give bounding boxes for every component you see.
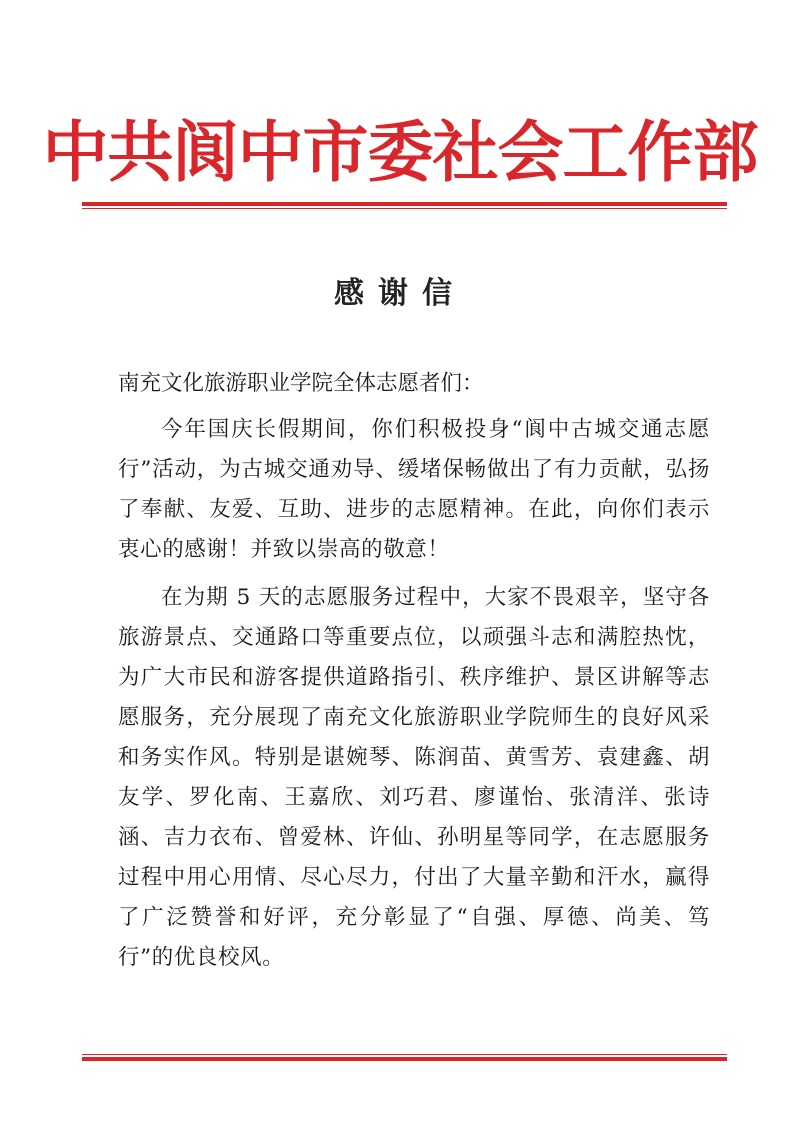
footer-divider-thin-line xyxy=(82,1054,727,1055)
letter-body xyxy=(118,410,710,986)
header-divider-thick-line xyxy=(82,202,727,206)
header-divider-thin-line xyxy=(82,208,727,209)
letter-title: 感谢信 xyxy=(334,276,466,311)
issuing-organization-title: 中共阆中市委社会工作部 xyxy=(42,113,758,191)
header-divider xyxy=(82,202,727,210)
footer-divider-thick-line xyxy=(82,1057,727,1061)
letter-paragraph-1: 今年国庆长假期间，你们积极投身“阆中古城交通志愿行”活动，为古城交通劝导、缓堵保畅做出了有力贡献，弘扬了奉献、友爱、互助、进步的志愿精神。在此，向你们表示衷心的感谢！并致以崇高的敬意！ xyxy=(118,417,710,562)
footer-divider xyxy=(82,1054,727,1062)
letter-salutation: 南充文化旅游职业学院全体志愿者们： xyxy=(118,371,484,396)
letter-paragraph-2: 在为期 5 天的志愿服务过程中，大家不畏艰辛，坚守各旅游景点、交通路口等重要点位，以顽强斗志和满腔热忱，为广大市民和游客提供道路指引、秩序维护、景区讲解等志愿服务，充分展现了南充文化旅游职业学院师生的良好风采和务实作风。特别是谌婉琴、陈润苗、黄雪芳、袁建鑫、胡友学、罗化南、王嘉欣、刘巧君、廖谨怡、张清洋、张诗涵、吉力衣布、曾爱林、许仙、孙明星等同学，在志愿服务过程中用心用情、尽心尽力，付出了大量辛勤和汗水，赢得了广泛赞誉和好评，充分彰显了“自强、厚德、尚美、笃行”的优良校风。 xyxy=(118,585,710,970)
